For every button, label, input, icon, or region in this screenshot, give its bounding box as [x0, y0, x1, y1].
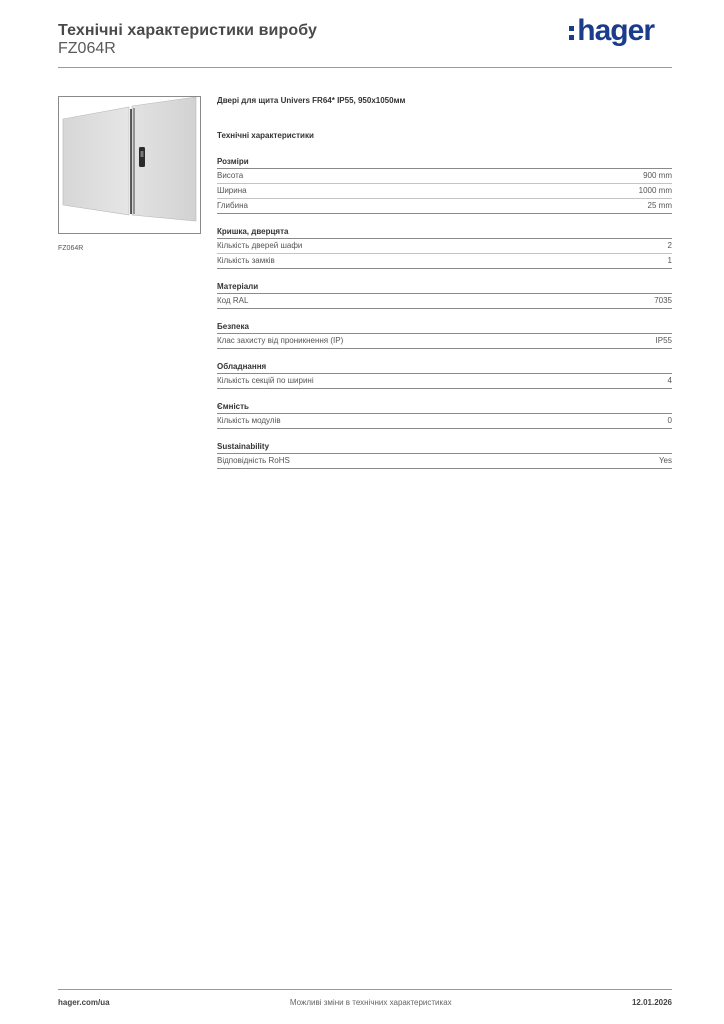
spec-label: Відповідність RoHS	[217, 456, 290, 465]
footer-website[interactable]: hager.com/ua	[58, 998, 110, 1007]
spec-group-title: Безпека	[217, 321, 672, 334]
footer-date: 12.01.2026	[631, 998, 672, 1007]
spec-label: Клас захисту від проникнення (IP)	[217, 336, 344, 345]
spec-group	[217, 156, 672, 214]
spec-panel	[217, 95, 672, 469]
product-code: FZ064R	[58, 40, 116, 57]
spec-row	[217, 184, 672, 199]
footer	[58, 998, 672, 1007]
spec-label: Висота	[217, 171, 244, 180]
spec-value: 25 mm	[647, 201, 672, 210]
spec-row	[217, 334, 672, 349]
spec-value: 4	[667, 376, 672, 385]
spec-value: 7035	[654, 296, 672, 305]
spec-value: Yes	[658, 456, 672, 465]
spec-group-title: Ємність	[217, 401, 672, 414]
logo-text: hager	[577, 14, 654, 47]
product-image	[58, 96, 201, 234]
spec-group-title: Обладнання	[217, 361, 672, 374]
image-caption: FZ064R	[58, 245, 84, 252]
spec-row	[217, 254, 672, 269]
logo-dots-icon	[569, 26, 574, 40]
footer-notice: Можливі зміни в технічних характеристиках	[289, 998, 452, 1007]
spec-group	[217, 441, 672, 469]
spec-label: Кількість замків	[217, 256, 275, 265]
page-title: Технічні характеристики виробу	[58, 22, 317, 39]
spec-row	[217, 294, 672, 309]
footer-divider	[58, 989, 672, 990]
spec-groups	[217, 156, 672, 469]
spec-row	[217, 454, 672, 469]
spec-value: 1	[667, 256, 672, 265]
spec-group-title: Кришка, дверцята	[217, 226, 672, 239]
spec-row	[217, 414, 672, 429]
spec-row	[217, 239, 672, 254]
spec-group-title: Sustainability	[217, 441, 672, 454]
spec-group	[217, 226, 672, 269]
spec-group-title: Розміри	[217, 156, 672, 169]
spec-label: Код RAL	[217, 296, 249, 305]
hager-logo	[569, 14, 654, 48]
spec-row	[217, 199, 672, 214]
spec-value: IP55	[655, 336, 672, 345]
spec-value: 0	[667, 416, 672, 425]
spec-value: 2	[667, 241, 672, 250]
header-divider	[58, 67, 672, 68]
spec-group	[217, 401, 672, 429]
spec-row	[217, 169, 672, 184]
spec-heading: Технічні характеристики	[217, 131, 314, 140]
spec-label: Кількість секцій по ширині	[217, 376, 314, 385]
spec-group	[217, 361, 672, 389]
cabinet-double-door-icon	[59, 97, 200, 233]
spec-group	[217, 321, 672, 349]
spec-group	[217, 281, 672, 309]
spec-label: Глибина	[217, 201, 248, 210]
spec-value: 1000 mm	[638, 186, 672, 195]
spec-label: Кількість дверей шафи	[217, 241, 303, 250]
spec-label: Ширина	[217, 186, 247, 195]
product-description: Двері для щита Univers FR64* IP55, 950x1050мм	[217, 96, 406, 105]
spec-row	[217, 374, 672, 389]
spec-group-title: Матеріали	[217, 281, 672, 294]
spec-label: Кількість модулів	[217, 416, 281, 425]
spec-value: 900 mm	[643, 171, 672, 180]
